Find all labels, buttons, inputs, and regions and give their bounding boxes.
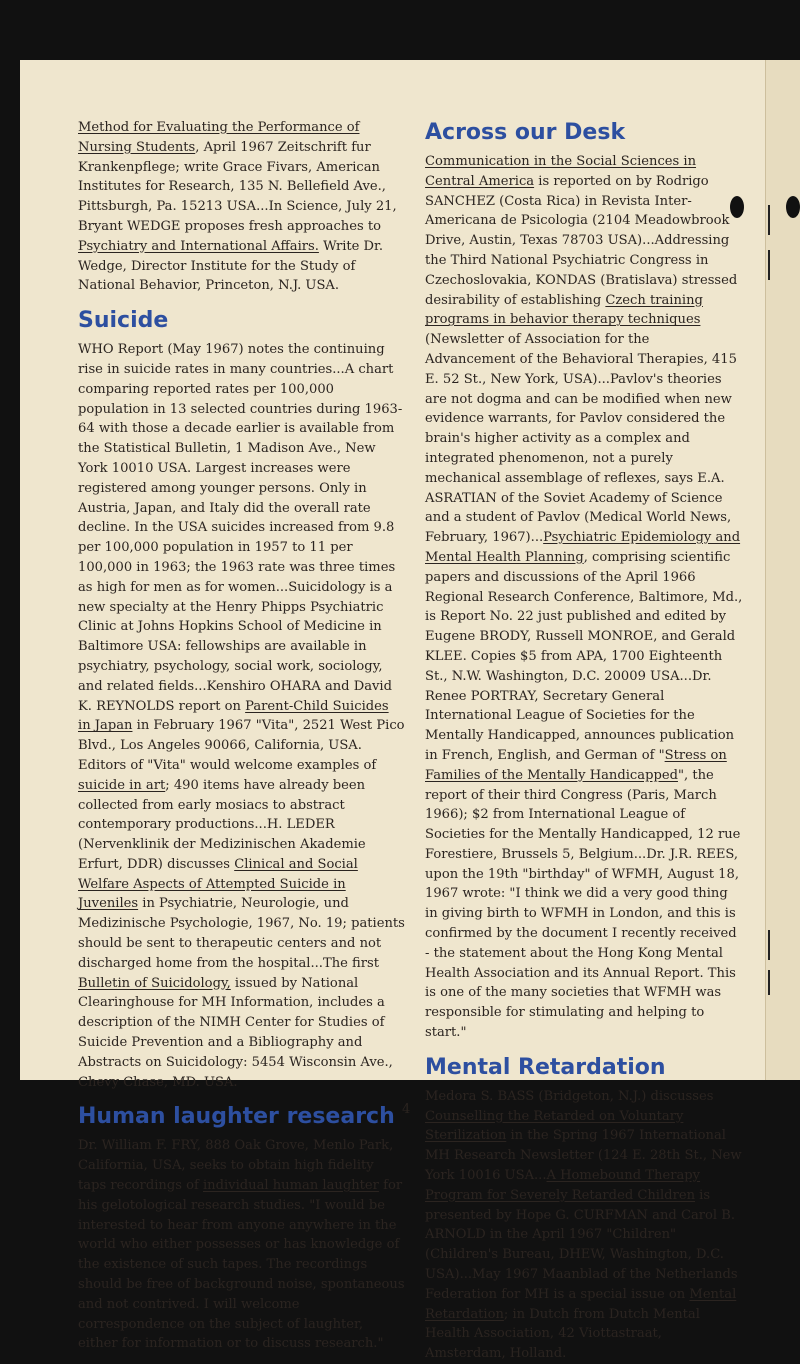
underlined-title: Counselling the Retarded on Voluntary Sterilization <box>425 1108 684 1144</box>
text-run: is presented by Hope G. CURFMAN and Carol B. ARNOLD in the April 1967 "Children" (Children's Bureau, DHEW, Washington, D.C. USA)...May 1967 Maanblad of the Netherlands Federation for MH is a special issue on <box>425 1187 738 1302</box>
text-run: Write Dr. Wedge, Director Institute for the Study of National Behavior, Princeton, N.J. USA. <box>78 238 384 294</box>
across-our-desk-paragraph <box>425 152 743 1043</box>
text-run: is reported on by Rodrigo SANCHEZ (Costa Rica) in Revista Inter-Americana de Psicologia (2104 Meadowbrook Drive, Austin, Texas 78703 USA)...Addressing the Third National Psychiatric Congress in Czechoslovakia, KONDAS (Bratislava) stressed desirability of establishing <box>425 173 738 308</box>
underlined-title: Stress on Families of the Mentally Handicapped <box>425 747 727 783</box>
underlined-title: Psychiatric Epidemiology and Mental Health Planning <box>425 530 741 565</box>
text-run: ", the report of their third Congress (Paris, March 1966); $2 from International League of Societies for the Mentally Handicapped, 12 rue Forestiere, Brussels 5, Belgium...Dr. J.R. REES, upon the 19th "birthday" of WFMH, August 18, 1967 wrote: "I think we did a very good thing in giving birth to WFMH in London, and this is confirmed by the document I recently received - the statement about the Hong Kong Mental Health Association and its Annual Report. This is one of the many societies that WFMH was responsible for stimulating and helping to start." <box>425 767 741 1041</box>
mental-retardation-heading: Mental Retardation <box>425 1054 666 1080</box>
text-run: ; in Dutch from Dutch Mental Health Association, 42 Viottastraat, Amsterdam, Holland. <box>425 1306 700 1362</box>
right-column <box>425 118 743 1364</box>
mental-retardation-paragraph <box>425 1087 743 1364</box>
text-run: issued by National Clearinghouse for MH Information, includes a description of the NIMH Center for Studies of Suicide Prevention and a Bibliography and Abstracts on Suicidology: 5454 Wisconsin Ave., Chevy Chase, MD. USA. <box>78 975 393 1090</box>
underlined-title: Czech training programs in behavior therapy techniques <box>425 292 703 328</box>
suicide-paragraph <box>78 340 405 1092</box>
underlined-title: Mental Retardation <box>425 1286 737 1322</box>
next-page-edge <box>765 60 800 1080</box>
edge-mark <box>768 205 770 235</box>
underlined-title: A Homebound Therapy Program for Severely Retarded Children <box>425 1168 701 1203</box>
left-column <box>78 118 405 1354</box>
across-our-desk-heading: Across our Desk <box>425 120 626 145</box>
binder-hole <box>786 196 800 218</box>
underlined-title: Communication in the Social Sciences in Central America <box>425 154 697 189</box>
binder-hole <box>730 196 744 218</box>
text-run: in the Spring 1967 International MH Research Newsletter (124 E. 28th St., New York 10016 USA... <box>425 1128 742 1184</box>
underlined-title: Method for Evaluating the Performance of Nursing Students <box>78 120 360 155</box>
text-run: in Psychiatrie, Neurologie, und Medizinische Psychologie, 1967, No. 19; patients should be sent to therapeutic centers and not discharged home from the hospital...The first <box>78 896 405 971</box>
intro-paragraph <box>78 118 405 296</box>
edge-mark <box>768 250 770 280</box>
edge-mark <box>768 970 770 995</box>
underlined-title: Parent-Child Suicides in Japan <box>78 698 389 734</box>
text-run: WHO Report (May 1967) notes the continuing rise in suicide rates in many countries...A chart comparing reported rates per 100,000 population in 13 selected countries during 1963-64 with those a decade earlier is available from the Statistical Bulletin, 1 Madison Ave., New York 10010 USA. Largest increases were registered among younger persons. Only in Austria, Japan, and Italy did the overall rate decline. In the USA suicides increased from 9.8 per 100,000 population in 1957 to 11 per 100,000 in 1963; the 1963 rate was three times as high for men as for women...Suicidology is a new specialty at the Henry Phipps Psychiatric Clinic at Johns Hopkins School of Medicine in Baltimore USA: fellowships are available in psychiatry, psychology, social work, sociology, and related fields...Kenshiro OHARA and David K. REYNOLDS report on <box>78 342 403 714</box>
text-run: for his gelotological research studies. "I would be interested to hear from anyone anywhere in the world who either possesses or has knowledge of the existence of such tapes. The recordings should be free of background noise, spontaneous and not contrived. I will welcome correspondence on the subject of laughter, either for information or to discuss research." <box>78 1178 405 1352</box>
laughter-paragraph <box>78 1136 405 1354</box>
underlined-title: individual human laughter <box>202 1178 379 1194</box>
text-run: Medora S. BASS (Bridgeton, N.J.) discusses <box>425 1088 714 1104</box>
text-run: Dr. William F. FRY, 888 Oak Grove, Menlo Park, California, USA, seeks to obtain high fidelity taps recordings of <box>78 1138 394 1194</box>
underlined-title: Clinical and Social Welfare Aspects of Attempted Suicide in Juveniles <box>78 856 358 912</box>
text-run: , April 1967 Zeitschrift fur Krankenpflege; write Grace Fivars, American Institutes for Research, 135 N. Bellefield Ave., Pittsburgh, Pa. 15213 USA...In Science, July 21, Bryant WEDGE proposes fresh approaches to <box>78 139 397 234</box>
underlined-title: Bulletin of Suicidology, <box>78 975 231 991</box>
suicide-heading: Suicide <box>78 308 169 334</box>
magazine-page <box>20 60 765 1362</box>
page-number: 4 <box>402 1102 411 1117</box>
text-run: ; 490 items have already been collected from early mosiacs to abstract contemporary productions...H. LEDER (Nervenklinik der Medizinischen Akademie Erfurt, DDR) discusses <box>78 777 366 872</box>
text-run: in February 1967 "Vita", 2521 West Pico Blvd., Los Angeles 90066, California, USA. Editors of "Vita" would welcome examples of <box>78 718 405 773</box>
text-run: (Newsletter of Association for the Advancement of the Behavioral Therapies, 415 E. 52 St., New York, USA)...Pavlov's theories are not dogma and can be modified when new evidence warrants, for Pavlov considered the brain's higher activity as a complex and integrated phenomenon, not a purely mechanical assemblage of reflexes, says E.A. ASRATIAN of the Soviet Academy of Science and a student of Pavlov (Medical World News, February, 1967)... <box>425 332 737 546</box>
laughter-heading: Human laughter research <box>78 1104 395 1130</box>
underlined-title: Psychiatry and International Affairs. <box>78 238 319 254</box>
text-run: , comprising scientific papers and discussions of the April 1966 Regional Research Conference, Baltimore, Md., is Report No. 22 just published and edited by Eugene BRODY, Russell MONROE, and Gerald KLEE. Copies $5 from APA, 1700 Eighteenth St., N.W. Washington, D.C. 20009 USA...Dr. Renee PORTRAY, Secretary General International League of Societies for the Mentally Handicapped, announces publication in French, English, and German of " <box>425 549 743 763</box>
underlined-title: suicide in art <box>78 777 166 793</box>
edge-mark <box>768 930 770 960</box>
